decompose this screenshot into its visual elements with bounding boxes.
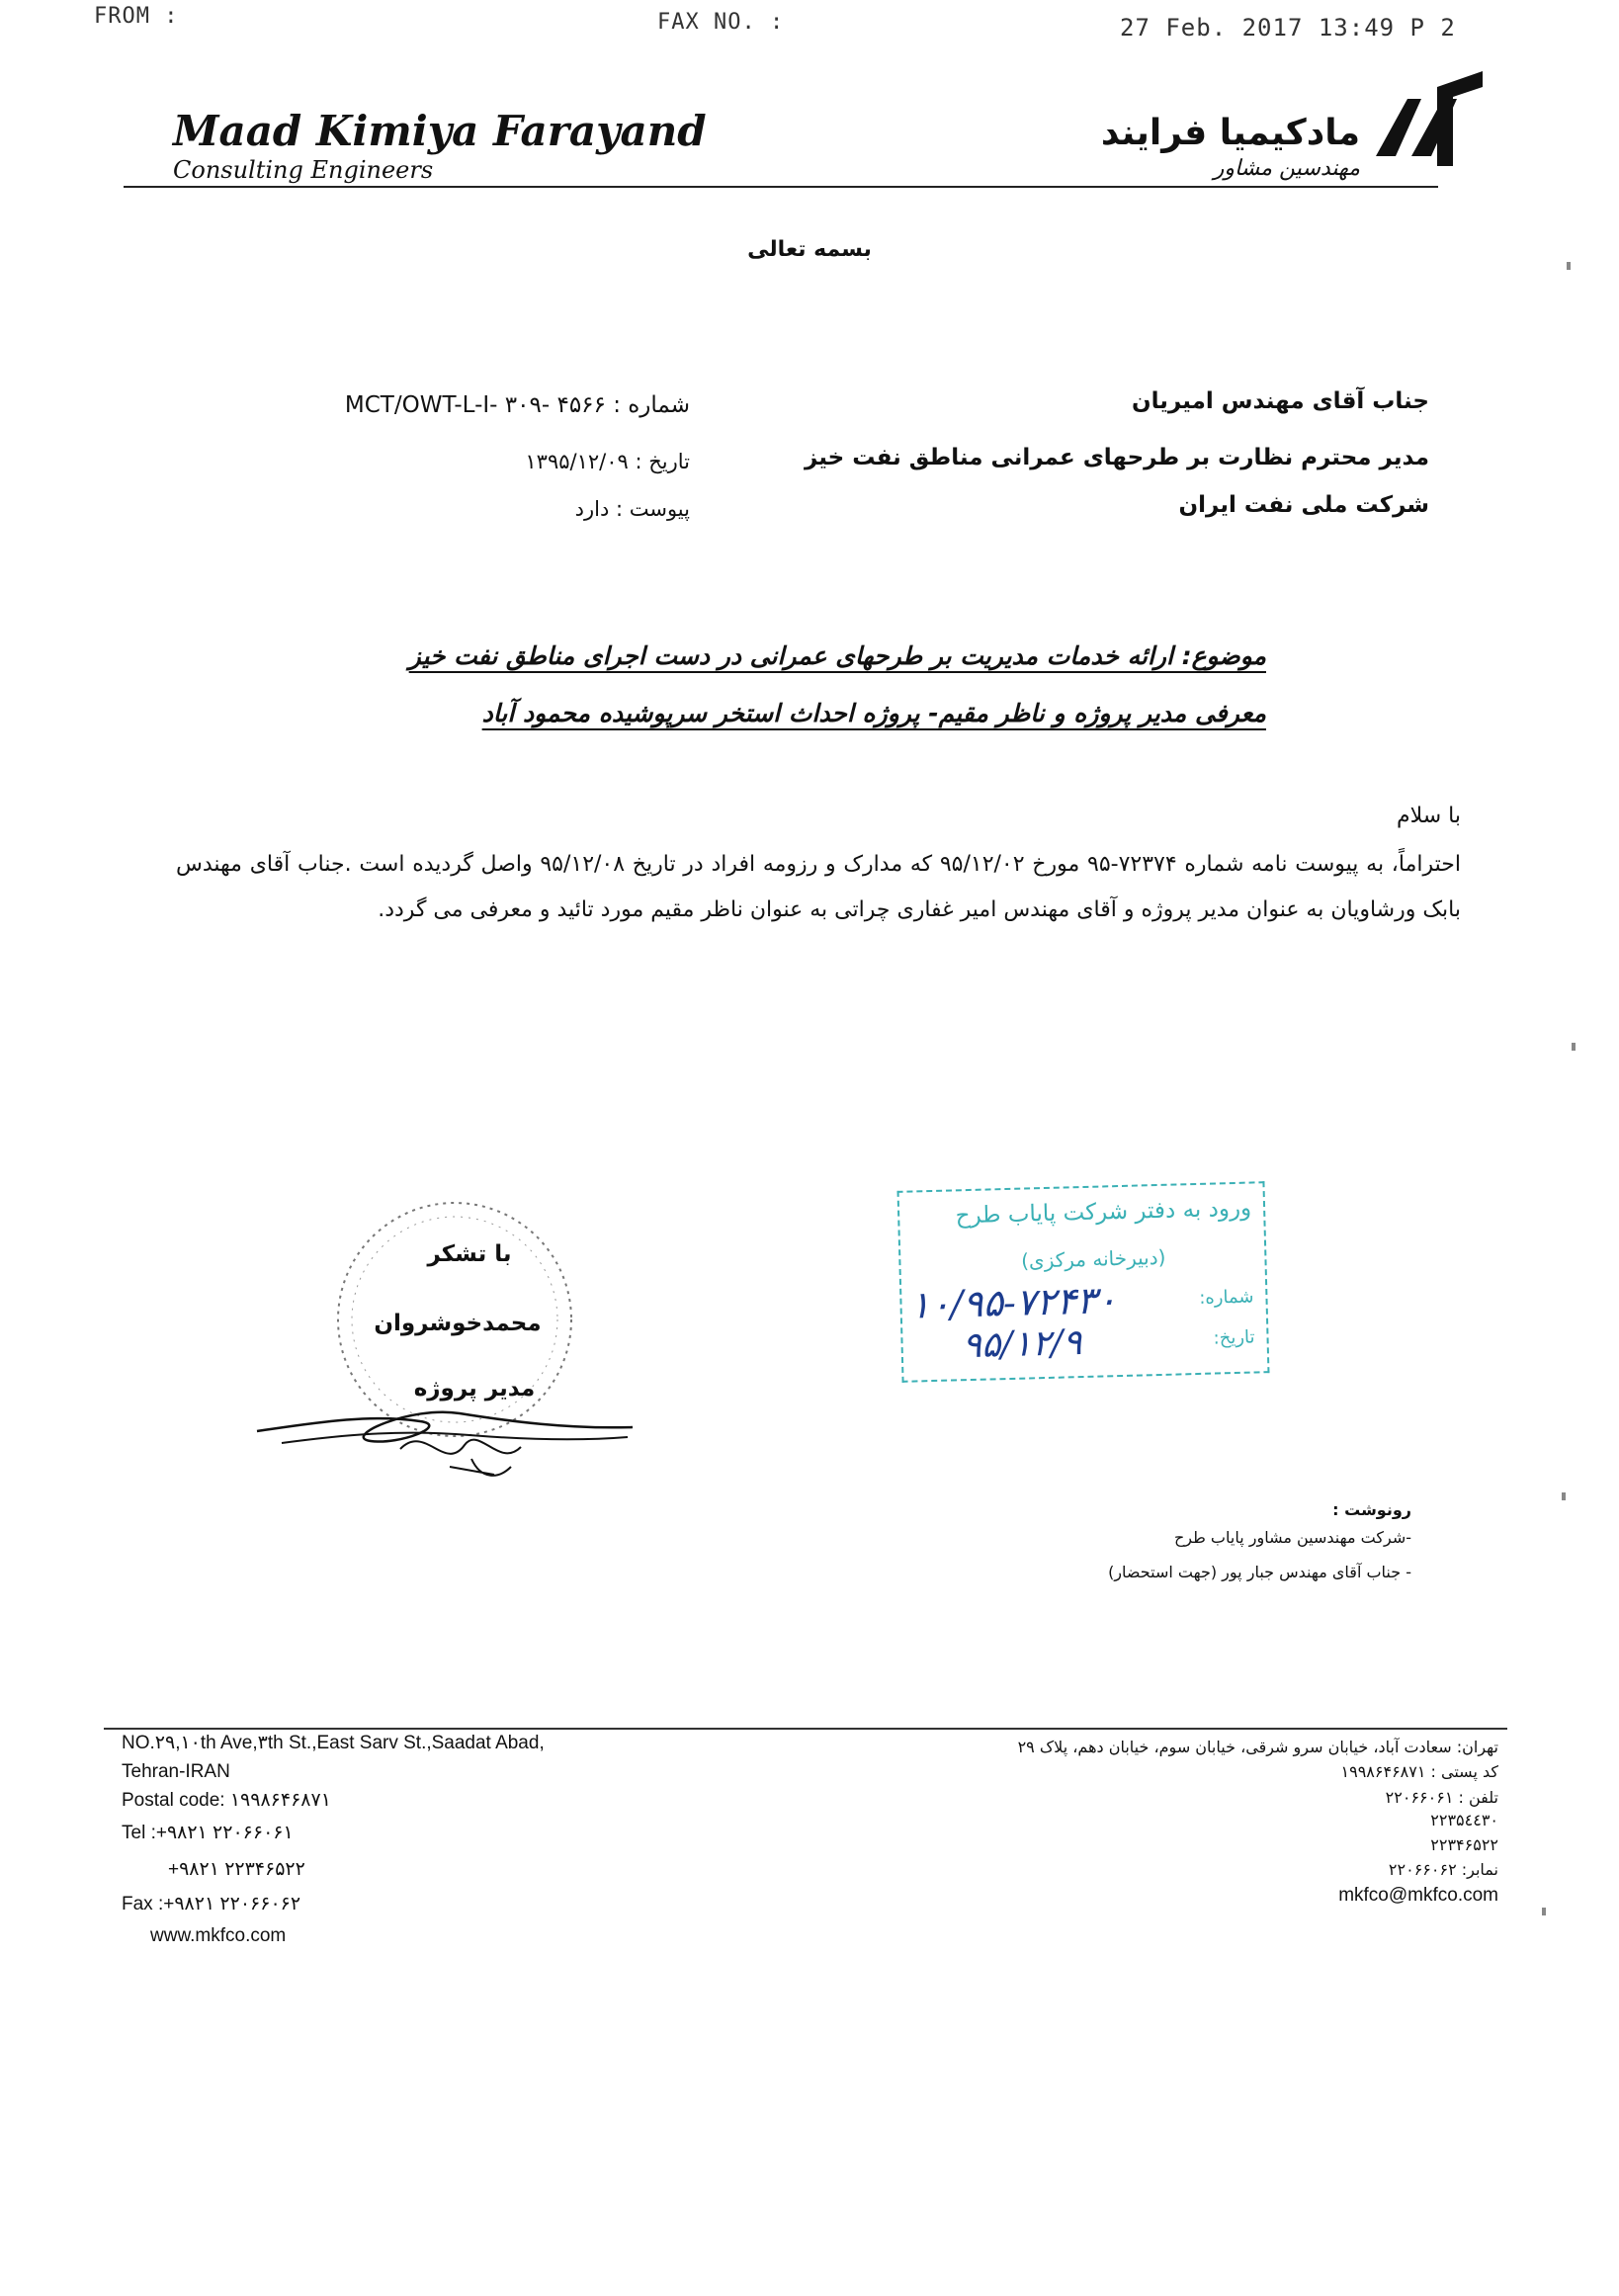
footer-website: www.mkfco.com — [150, 1925, 287, 1946]
handwritten-signature-icon — [252, 1384, 638, 1483]
fax-timestamp: 27 Feb. 2017 13:49 P 2 — [1120, 14, 1456, 42]
company-subtitle-fa: مهندسین مشاور — [1213, 156, 1360, 181]
scan-speck — [1542, 1908, 1546, 1915]
scan-speck — [1562, 1492, 1566, 1500]
fax-number-label: FAX NO. : — [657, 10, 785, 35]
stamp-date-value: ۹۵/۱۲/۹ — [962, 1322, 1083, 1367]
stamp-subtitle: (دبیرخانه مرکزی) — [1020, 1244, 1166, 1273]
footer-tel-en: Tel :+۹۸۲۱ ۲۲۰۶۶۰۶۱ — [122, 1823, 294, 1843]
footer-tel-fa: ۲۲۳۴۶۵۲۲ — [1430, 1835, 1498, 1854]
addressee-organization: شرکت ملی نفت ایران — [1178, 492, 1429, 518]
signatory-name: محمدخوشروان — [374, 1311, 542, 1336]
footer-tel-fa: تلفن : ۲۲۰۶۶۰۶۱ — [1385, 1788, 1498, 1807]
footer-address-fa: تهران: سعادت آباد، خیابان سرو شرقی، خیابان سوم، خیابان دهم، پلاک ۲۹ — [1017, 1738, 1498, 1756]
mkf-logo-icon — [1372, 61, 1489, 178]
addressee-title: مدیر محترم نظارت بر طرحهای عمرانی مناطق نفت خیز — [804, 445, 1429, 470]
subject-line-2: معرفی مدیر پروژه و ناظر مقیم- پروژه احداث استخر سرپوشیده محمود آباد — [481, 699, 1266, 727]
footer-postal-fa: کد پستی : ۱۹۹۸۶۴۶۸۷۱ — [1340, 1762, 1498, 1781]
footer-fax-fa: نمابر: ۲۲۰۶۶۰۶۲ — [1388, 1860, 1498, 1879]
letter-attachment: پیوست : دارد — [574, 497, 690, 521]
footer-email: mkfco@mkfco.com — [1338, 1885, 1498, 1906]
greeting: با سلام — [1396, 804, 1461, 828]
footer-tel-fa: ۲۲۳۵٤٤۳۰ — [1430, 1811, 1498, 1829]
addressee-name: جناب آقای مهندس امیریان — [1132, 388, 1429, 414]
company-name-en: Maad Kimiya Farayand — [173, 107, 707, 155]
letter-number: شماره : ۴۵۶۶ -MCT/OWT-L-I- ۳۰۹ — [344, 392, 690, 418]
company-name-fa: مادکیمیا فرایند — [1100, 113, 1360, 153]
header-rule — [124, 186, 1438, 188]
stamp-number-value: ۱۰/۹۵-۷۲۴۳۰ — [908, 1278, 1118, 1327]
stamp-date-label: تاریخ: — [1213, 1326, 1255, 1349]
cc-label: رونوشت : — [1332, 1500, 1411, 1519]
fax-from-label: FROM : — [94, 4, 179, 29]
stamp-title: ورود به دفتر شرکت پایاب طرح — [955, 1195, 1252, 1230]
scan-speck — [1572, 1043, 1576, 1051]
footer-postal-en: Postal code: ۱۹۹۸۶۴۶۸۷۱ — [122, 1790, 331, 1811]
scan-speck — [1567, 262, 1571, 270]
registry-stamp — [897, 1181, 1270, 1383]
footer-fax-en: Fax :+۹۸۲۱ ۲۲۰۶۶۰۶۲ — [122, 1894, 301, 1914]
footer-address-en: NO.۲۹,۱۰th Ave,۳th St.,East Sarv St.,Saadat Abad, — [122, 1733, 545, 1753]
signature-closing: با تشکر — [427, 1241, 512, 1267]
body-paragraph: احتراماً، به پیوست نامه شماره ۷۲۳۷۴-۹۵ مورخ ۹۵/۱۲/۰۲ که مدارک و رزومه افراد در تاریخ ۹۵/۱۲/۰۸ واصل گردیده است .جناب آقای مهندس بابک ورشاویان به عنوان مدیر پروژه و آقای مهندس امیر غفاری چراتی به عنوان ناظر مقیم مورد تائید و معرفی می گردد. — [176, 852, 1461, 922]
stamp-number-label: شماره: — [1199, 1286, 1254, 1309]
signatory-title: مدیر پروژه — [413, 1376, 536, 1402]
company-subtitle-en: Consulting Engineers — [173, 156, 434, 184]
subject-line-1: موضوع: ارائه خدمات مدیریت بر طرحهای عمرانی در دست اجرای مناطق نفت خیز — [408, 641, 1266, 670]
footer-rule — [104, 1728, 1507, 1730]
footer-tel-en: +۹۸۲۱ ۲۲۳۴۶۵۲۲ — [168, 1859, 305, 1880]
invocation: بسمه تعالی — [747, 237, 872, 262]
letter-date: تاریخ : ۱۳۹۵/۱۲/۰۹ — [525, 450, 690, 473]
footer-city-en: Tehran-IRAN — [122, 1761, 230, 1782]
cc-recipient: -شرکت مهندسین مشاور پایاب طرح — [1173, 1528, 1411, 1547]
cc-recipient: - جناب آقای مهندس جبار پور (جهت استحضار) — [1108, 1563, 1411, 1581]
